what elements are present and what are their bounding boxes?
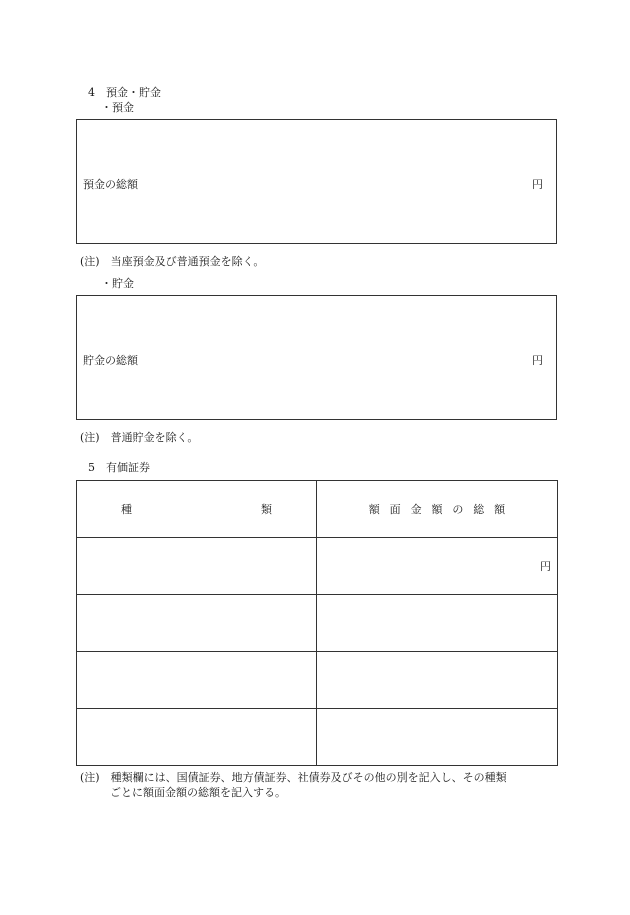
table-row [77,709,558,766]
savings-yen-unit: 円 [532,354,543,367]
deposit-note: (注) 当座預金及び普通預金を除く。 [80,255,265,268]
securities-header-row [77,481,558,538]
header-kind-right: 類 [261,503,272,516]
header-kind-left: 種 [121,503,132,516]
deposit-total-label: 預金の総額 [83,178,138,191]
kind-input-cell[interactable] [77,652,317,709]
amount-yen-unit: 円 [540,560,551,573]
deposit-yen-unit: 円 [532,178,543,191]
table-row [77,652,558,709]
amount-input-cell[interactable] [317,652,558,709]
kind-input-cell[interactable] [77,595,317,652]
amount-input-cell[interactable] [317,538,558,595]
section5-heading: 5 有価証券 [88,461,150,474]
kind-input-cell[interactable] [77,709,317,766]
savings-sublabel: ・貯金 [101,277,134,290]
header-amount-cell [317,481,558,538]
savings-box [76,295,557,420]
savings-note: (注) 普通貯金を除く。 [80,431,199,444]
securities-note-line1: (注) 種類欄には、国債証券、地方債証券、社債券及びその他の別を記入し、その種類 [80,771,507,784]
table-row [77,595,558,652]
savings-total-label: 貯金の総額 [83,354,138,367]
table-row [77,538,558,595]
header-kind-cell [77,481,317,538]
amount-input-cell[interactable] [317,595,558,652]
section4-heading: 4 預金・貯金 [88,86,161,99]
deposit-sublabel: ・預金 [101,101,134,114]
securities-table [76,480,558,766]
amount-input-cell[interactable] [317,709,558,766]
header-amount-label: 額面金額の総額 [368,503,516,516]
securities-note-line2: ごとに額面金額の総額を記入する。 [110,786,286,799]
deposit-box [76,119,557,244]
kind-input-cell[interactable] [77,538,317,595]
